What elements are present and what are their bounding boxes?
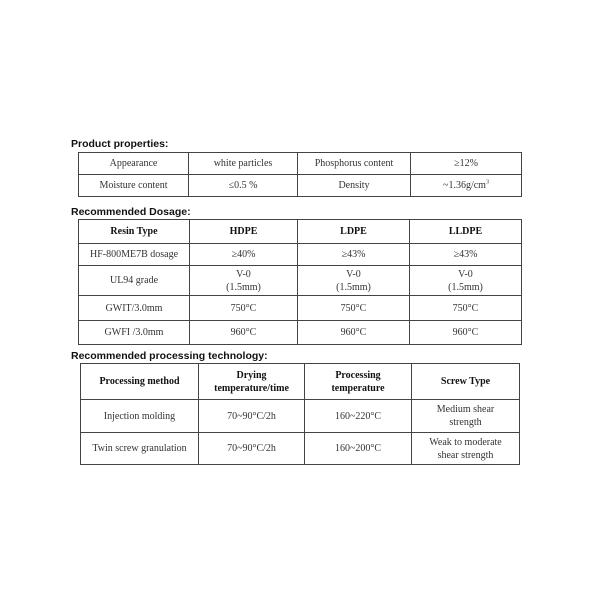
cell-value (411, 175, 522, 197)
product-properties-table (78, 152, 522, 197)
processing-technology-heading: Recommended processing technology: (71, 350, 268, 362)
cell-label: Phosphorus content (298, 153, 411, 175)
cell-label: Moisture content (79, 175, 189, 197)
cell: GWIT/3.0mm (79, 296, 190, 321)
recommended-dosage-table (78, 219, 522, 345)
cell-value: ≥12% (411, 153, 522, 175)
product-properties-heading: Product properties: (71, 138, 169, 150)
column-header: Resin Type (79, 220, 190, 244)
column-header: HDPE (190, 220, 298, 244)
cell: 160~220°C (305, 400, 412, 433)
cell: 750°C (190, 296, 298, 321)
cell: V-0 (1.5mm) (298, 266, 410, 296)
table-row (79, 244, 522, 266)
table-header-row (81, 364, 520, 400)
column-header: LDPE (298, 220, 410, 244)
cell-value: white particles (189, 153, 298, 175)
cell: UL94 grade (79, 266, 190, 296)
cell: 70~90°C/2h (199, 433, 305, 465)
cell-label: Appearance (79, 153, 189, 175)
column-header: Processing method (81, 364, 199, 400)
cell: V-0 (1.5mm) (410, 266, 522, 296)
table-row (81, 433, 520, 465)
density-exponent: 3 (485, 179, 489, 186)
cell: 70~90°C/2h (199, 400, 305, 433)
cell: Medium shear strength (412, 400, 520, 433)
cell: V-0 (1.5mm) (190, 266, 298, 296)
cell: ≥43% (410, 244, 522, 266)
cell: 750°C (410, 296, 522, 321)
cell: Twin screw granulation (81, 433, 199, 465)
table-row (79, 175, 522, 197)
cell: 960°C (410, 321, 522, 345)
cell: HF-800ME7B dosage (79, 244, 190, 266)
cell: ≥43% (298, 244, 410, 266)
cell-label: Density (298, 175, 411, 197)
cell: Injection molding (81, 400, 199, 433)
cell-value: ≤0.5 % (189, 175, 298, 197)
processing-technology-table (80, 363, 520, 465)
cell: 960°C (298, 321, 410, 345)
recommended-dosage-heading: Recommended Dosage: (71, 206, 191, 218)
column-header: Drying temperature/time (199, 364, 305, 400)
table-row (79, 153, 522, 175)
cell: 960°C (190, 321, 298, 345)
cell: 750°C (298, 296, 410, 321)
table-header-row (79, 220, 522, 244)
cell: 160~200°C (305, 433, 412, 465)
table-row (79, 266, 522, 296)
table-row (79, 321, 522, 345)
cell: GWFI /3.0mm (79, 321, 190, 345)
column-header: Screw Type (412, 364, 520, 400)
column-header: Processing temperature (305, 364, 412, 400)
table-row (79, 296, 522, 321)
table-row (81, 400, 520, 433)
column-header: LLDPE (410, 220, 522, 244)
cell: Weak to moderate shear strength (412, 433, 520, 465)
cell: ≥40% (190, 244, 298, 266)
density-value: ~1.36g/cm (443, 180, 486, 191)
